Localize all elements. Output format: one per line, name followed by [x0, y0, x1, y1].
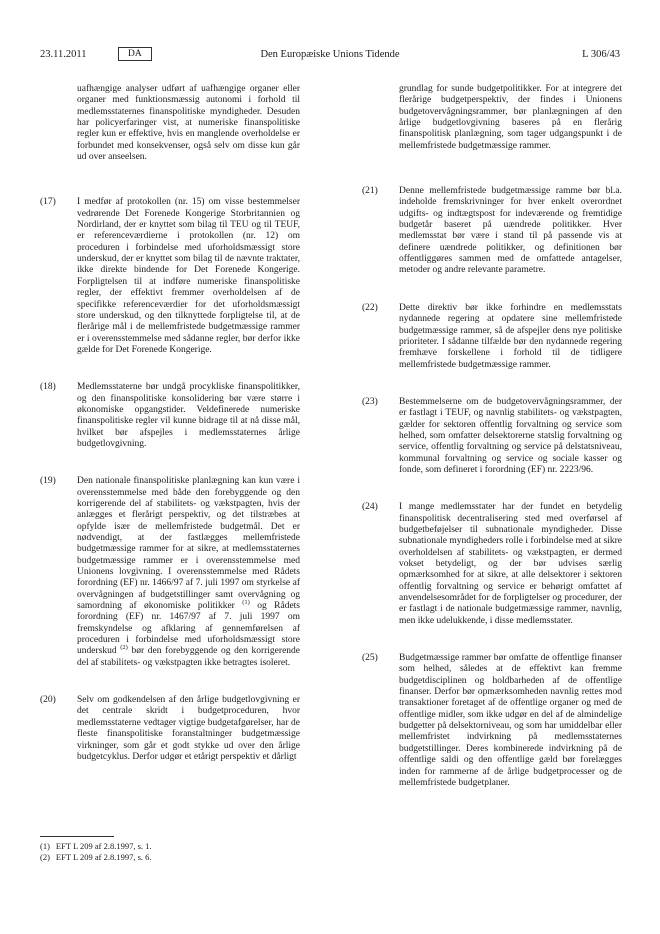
recital-text: I medfør af protokollen (nr. 15) om visse bestemmelser vedrørende Det Forenede Kongerige Storbritannien og Nordirland, der er knyttet som bilag til TEU og til TEUF, er referenceværdierne i protokollen (nr. 12) om proceduren i forbindelse med uforholdsmæssigt store underskud, der er knyttet som bilag til de nævnte traktater, ikke direkte bindende for Det Forenede Kongerige. Forpligtelsen til at indføre numeriske finanspolitiske regler, der effektivt fremmer overholdelsen af de specifikke referenceværdier for det uforholdsmæssigt store underskud, og den tilknyttede forpligtelse til, at de flerårige mål i de mellemfristede budgetmæssige rammer er i overensstemmelse med sådanne regler, bør derfor ikke gælde for Det Forenede Kongerige.	[77, 197, 300, 355]
recital-continuation	[362, 84, 622, 152]
footnote-ref[interactable]: (1)	[242, 598, 250, 606]
page-reference: L 306/43	[582, 49, 620, 60]
footnote-1	[40, 841, 340, 852]
footnote-mark: (2)	[40, 851, 50, 862]
footnote-text: EFT L 209 af 2.8.1997, s. 1.	[55, 841, 152, 851]
recital-18	[40, 382, 300, 450]
recital-22	[362, 303, 622, 371]
footnote-2	[40, 852, 340, 863]
recital-text: Medlemsstaterne bør undgå procykliske finanspolitikker, og den finanspolitiske konsolidering bør være større i økonomiske opgangstider. Veldefinerede numeriske finanspolitiske regler vil kunne bidrage til at nå disse mål, hvilket bør afspejles i medlemsstaternes årlige budgetlovgivning.	[77, 382, 300, 449]
recital-21	[362, 186, 622, 277]
right-column	[362, 84, 622, 815]
publication-date: 23.11.2011	[40, 49, 87, 60]
recital-17	[40, 197, 300, 356]
recital-number: (24)	[362, 502, 378, 513]
recital-number: (23)	[362, 396, 378, 407]
recital-25	[362, 653, 622, 789]
footnote-divider	[40, 836, 114, 837]
recital-24	[362, 502, 622, 627]
recital-text: Budgetmæssige rammer bør omfatte de offentlige finanser som helhed, således at de effektivt kan fremme budgetdisciplinen og holdbarheden af de offentlige finanser. Derfor bør opmærksomheden navnlig rettes mod transaktioner foretaget af de offentlige organer og med de offentlige midler, som ikke udgør en del af de almindelige budgetter på delsektorniveau, og som har umiddelbar eller mellemfristet indvirkning på medlemsstaternes budgetstillinger. Deres kombinerede indvirkning på de offentlige saldi og den offentlige gæld bør forelægges inden for rammerne af de årlige budgetprocesser og de mellemfristede budgetplaner.	[399, 653, 622, 788]
recital-text: Selv om godkendelsen af den årlige budgetlovgivning er det centrale skridt i budgetproceduren, hvor medlemsstaterne vedtager vigtige budgetafgørelser, har de fleste finanspolitiske foranstaltninger budgetmæssige virkninger, som går et godt stykke ud over den årlige budgetcyklus. Derfor udgør et etårigt perspektiv et dårligt	[77, 695, 300, 762]
recital-number: (18)	[40, 382, 56, 393]
recital-number: (19)	[40, 476, 56, 487]
recital-text-part: og Rådets forordning (EF) nr. 1467/97 af 7. juli 1997 om fremskyndelse og afklaring af gennemførelsen af proceduren i forbindelse med uforholdsmæssigt store underskud	[77, 601, 300, 657]
recital-continuation	[40, 84, 300, 163]
footnote-ref[interactable]: (2)	[120, 644, 128, 652]
footnote-text: EFT L 209 af 2.8.1997, s. 6.	[55, 851, 152, 862]
recital-text: I mange medlemsstater har der fundet en betydelig finanspolitisk decentralisering sted med overførsel af budgetbeføjelser til subnationale myndigheder. Disse subnationale myndigheders rolle i forbindelse med at sikre overholdelsen af stabilitets- og vækstpagten, er dermed vokset betydeligt, og der bør udvises særlig opmærksomhed for at sikre, at alle delsektorer i sektoren offentlig forvaltning og service er behørigt omfattet af anvendelsesområdet for de forpligtelser og procedurer, der er fastlagt i de nationale budgetmæssige rammer, navnlig, men ikke udelukkende, i disse medlemsstater.	[399, 502, 622, 626]
language-badge: DA	[118, 47, 152, 61]
recital-number: (17)	[40, 197, 56, 208]
recital-text: Dette direktiv bør ikke forhindre en medlemsstats nydannede regering at opdatere sine mellemfristede budgetmæssige rammer, så de afspejler dens nye politiske prioriteter. I sådanne tilfælde bør den nydannede regering fremhæve forskellene i forhold til de tidligere mellemfristede budgetmæssige rammer.	[399, 302, 622, 370]
page-header	[40, 48, 620, 62]
recital-number: (22)	[362, 302, 378, 313]
footnote-mark: (1)	[40, 841, 50, 851]
recital-text-part: bør den forebyggende og den korrigerende del af stabilitets- og vækstpagten ikke betragtes isoleret.	[77, 646, 300, 668]
recital-number: (25)	[362, 653, 378, 664]
recital-19	[40, 476, 300, 669]
recital-text: Denne mellemfristede budgetmæssige ramme bør bl.a. indeholde fremskrivninger for hver enkelt overordnet udgifts- og indtægtspost for indeværende og fremtidige budgetår baseret på uændrede politikker. Hver medlemsstat bør være i stand til på passende vis at definere uændrede politikker, og definitionen bør offentliggøres sammen med de omfattede antagelser, metoder og andre relevante parametre.	[399, 186, 622, 276]
footnotes	[40, 836, 340, 862]
recital-20	[40, 695, 300, 763]
left-column	[40, 84, 300, 789]
recital-number: (21)	[362, 186, 378, 197]
journal-title: Den Europæiske Unions Tidende	[260, 49, 400, 60]
recital-23	[362, 397, 622, 476]
recital-text-part: Den nationale finanspolitiske planlægning kan kun være i overensstemmelse med både den forebyggende og den korrigerende del af stabilitets- og vækstpagten, hvis der anlægges et flerårigt perspektiv, og det tilstræbes at opfylde især de mellemfristede budgetmål. Det er nødvendigt, at der fastlægges mellemfristede budgetmæssige rammer for at sikre, at medlemsstaternes budgetmæssige rammer er i overensstemmelse med Unionens lovgivning. I overensstemmelse med Rådets forordning (EF) nr. 1466/97 af 7. juli 1997 om styrkelse af overvågningen af budgetstillinger samt overvågning og samordning af økonomiske politikker	[77, 476, 300, 612]
recital-number: (20)	[40, 695, 56, 706]
recital-text: uafhængige analyser udført af uafhængige organer eller organer med funktionsmæssig autonomi i forhold til medlemsstaternes finanspolitiske myndigheder. Desuden har policyerfaringer vist, at numeriske finanspolitiske regler kun er effektive, hvis en manglende overholdelse er forbundet med konsekvenser, også selv om disse kun går ud over anseelsen.	[77, 84, 300, 163]
recital-text: grundlag for sunde budgetpolitikker. For at integrere det flerårige budgetperspektiv, der findes i Unionens budgetovervågningsrammer, bør planlægningen af den årlige budgetlovgivning baseres på en flerårig finanspolitisk planlægning, som tager udgangspunkt i de mellemfristede budgetmæssige rammer.	[399, 84, 622, 151]
recital-text: Bestemmelserne om de budgetovervågningsrammer, der er fastlagt i TEUF, og navnlig stabilitets- og vækstpagten, gælder for sektoren offentlig forvaltning og service som helhed, som omfatter delsektorerne statslig forvaltning og service, offentlig forvaltning og service på delstatsniveau, kommunal forvaltning og service og sociale kasser og fonde, som defineret i forordning (EF) nr. 2223/96.	[399, 396, 622, 475]
recital-text	[77, 476, 300, 669]
